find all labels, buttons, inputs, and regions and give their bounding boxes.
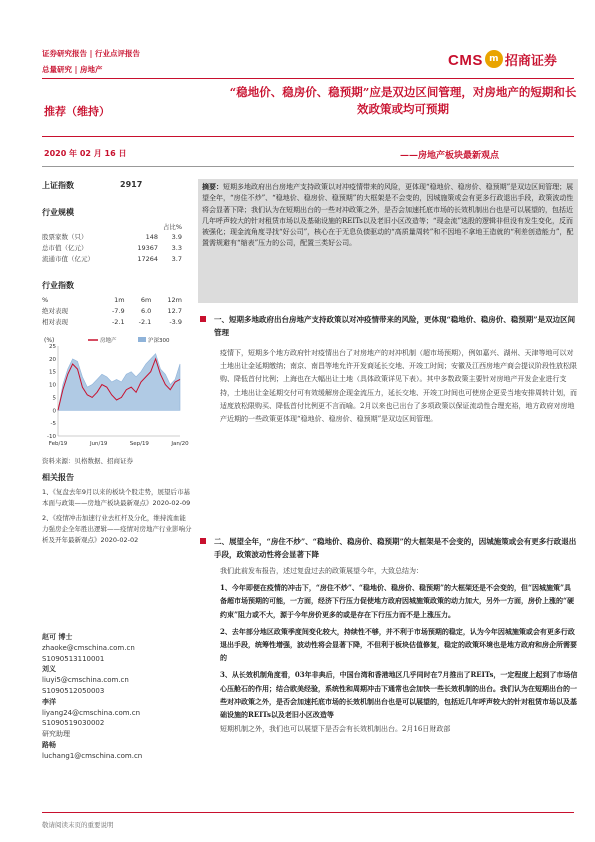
logo-text: CMS xyxy=(448,52,483,69)
perf-value: -2.1 xyxy=(138,317,152,326)
series-area-hs300 xyxy=(58,354,180,411)
footer-note: 敬请阅读末页的重要说明 xyxy=(42,821,114,829)
scale-label: 流通市值（亿元） xyxy=(42,255,94,263)
perf-header: 1m xyxy=(114,296,125,304)
y-tick-label: 25 xyxy=(49,344,56,350)
logo xyxy=(448,50,568,72)
legend-label-realestate: 房地产 xyxy=(100,338,117,344)
index-row xyxy=(42,180,192,191)
header-divider xyxy=(42,78,574,79)
related-item[interactable]: 1、《复盘去年9月以来的板块个股走势，展望后市基本面与政策——房地产板块最新观点》2020-02-09 xyxy=(42,488,191,507)
perf-label: 相对表现 xyxy=(42,318,68,326)
perf-label: 绝对表现 xyxy=(42,307,68,315)
analyst-email[interactable]: liyang24@cmschina.com.cn xyxy=(42,708,141,717)
point-1-body: 疫情下，短期多个地方政府针对疫情出台了对房地产的对冲机制（超市场预期），例如嘉兴、湖州、天津等地可以对土地出让金延期缴纳；南京、南昌等地允许开发商延长交地、开竣工时间；安徽及江西房地产商会提议阶段性放松限购、降低首付比例；上海也在大幅出让土地（具体政策详见下表）。其中多数政策主要针对房地产开发企业进行支持，土地出让金延期交付可有效缓解房企现金流压力，延长交地、开竣工时间也可使房企更妥当地安排周转计划，而适度放松限购买、降低首付比例更不言而喻。2月以来也已出台了多项政策以保证流动性合理充裕，地方政府对房地产近期的一些政策更体现“稳地价、稳房价、稳预期”是双边区间管理。 xyxy=(220,349,577,424)
point-1-title: 一、短期多地政府出台房地产支持政策以对冲疫情带来的风险，更体现“稳地价、稳房价、稳预期”是双边区间管理 xyxy=(214,315,576,337)
scale-label: 股票家数（只） xyxy=(42,233,88,241)
analyst-name: 赵可 博士 xyxy=(42,633,73,641)
analyst-id: S1090519030002 xyxy=(42,719,105,728)
performance-chart-svg xyxy=(42,334,192,452)
industry-perf xyxy=(42,280,192,327)
table-row xyxy=(42,295,182,305)
point-2-list xyxy=(200,581,578,721)
perf-header: 6m xyxy=(140,296,152,304)
analyst-name: 李洋 xyxy=(42,697,56,706)
analyst-email[interactable]: luchang1@cmschina.com.cn xyxy=(42,751,143,760)
industry-scale-table xyxy=(42,231,182,264)
perf-value: -7.9 xyxy=(111,306,125,315)
scale-pct: 3.7 xyxy=(171,254,182,263)
legend-label-hs300: 沪深300 xyxy=(148,338,170,344)
analyst-email[interactable]: zhaoke@cmschina.com.cn xyxy=(42,643,135,652)
rating: 推荐（维持） xyxy=(44,105,110,118)
x-tick-label: Jun/19 xyxy=(89,441,108,447)
point-2 xyxy=(200,535,578,736)
industry-scale xyxy=(42,207,192,264)
scale-value: 17264 xyxy=(137,254,158,263)
footer-divider xyxy=(42,812,574,813)
analyst-role: 研究助理 xyxy=(42,730,70,739)
scale-value: 148 xyxy=(145,232,158,241)
list-item: 3、从长效机制角度看，03年非典后，中国台湾和香港地区几乎同时在7月推出了REITs，一定程度上起到了市场信心压舱石的作用；结合欧美经验，系统性和周期冲击下通常也会加快一些长效机制的出台。我们认为在短期出台的一些对冲政策之外，是否会加速托底市场的长效机制出台也是可以展望的，包括近几年呼声较大的针对租赁市场以及基础设施的REITs以及老旧小区改造等 xyxy=(220,670,578,720)
index-label: 上证指数 xyxy=(42,181,74,190)
scale-pct: 3.9 xyxy=(171,232,182,241)
point-1-heading xyxy=(200,313,578,339)
related-reports xyxy=(42,472,192,546)
chart-source: 资料来源：贝格数据、招商证券 xyxy=(42,457,133,465)
abstract-text: 短期多地政府出台房地产支持政策以对冲疫情带来的风险，更体现“稳地价、稳房价、稳预期”是双边区间管理；展望全年，“房住不炒”、“稳地价、稳房价、稳预期”的大框架是不会变的，因城施策或会有更多行政退出手段，政策波动性将会显著下降；我们认为在短期出台的一些对冲政策之外，是否会加速托底市场的长效机制出台也是可以展望的，包括近几年呼声较大的针对租赁市场以及基础设施的REITs以及老旧小区改造等；“现金流”选股的逻辑非但没有发生变化，反而被强化；现金流角度寻找“好公司”，核心在于无息负债驱动的“高质量周转”和不因地不拿地王造就的“利差创造能力”，配置需规避有“缩表”压力的公司，配置三类好公司。 xyxy=(202,183,574,248)
index-value: 2917 xyxy=(120,180,143,189)
perf-header: 12m xyxy=(167,296,182,304)
list-item: 1、今年即便在疫情的冲击下，“房住不炒”、“稳地价、稳房价、稳预期”的大框架还是不会变的，但“因城施策”具备超市场预期的可能，一方面，经济下行压力促使地方政府因城施策政策的动力加大，另外一方面，房价上涨的“硬约束”阻力或不大，源于今年房价更多的或是存在下行压力而不是上涨压力。 xyxy=(220,583,575,619)
table-row xyxy=(42,305,182,316)
related-title: 相关报告 xyxy=(42,473,74,482)
perf-value: -3.9 xyxy=(169,317,182,326)
report-date: 2020 年 02 月 16 日 xyxy=(44,149,127,158)
point-2-title: 二、展望全年，“房住不炒”、“稳地价、稳房价、稳预期”的大框架是不会变的，因城施策或会有更多行政退出手段，政策波动性将会显著下降 xyxy=(214,537,577,559)
perf-value: -2.1 xyxy=(111,317,125,326)
table-row xyxy=(42,253,182,264)
analyst-name: 刘义 xyxy=(42,665,56,674)
abstract-lead: 摘要： xyxy=(202,182,223,191)
chart-ylabel: (%) xyxy=(44,337,55,344)
point-2-body: 我们此前发布报告，述过复盘过去的政策展望今年，大致总结为： xyxy=(220,567,423,575)
title-divider xyxy=(42,136,574,137)
bullet-icon xyxy=(200,316,206,322)
y-tick-label: 5 xyxy=(52,395,56,402)
y-tick-label: -5 xyxy=(50,421,56,428)
table-row xyxy=(42,242,182,253)
y-tick-label: 15 xyxy=(49,369,56,376)
related-item[interactable]: 2、《疫情冲击加速行业去杠杆及分化，维持流血能力强房企全年胜出逻辑——疫情对房地产行业影响分析及开年最新观点》2020-02-02 xyxy=(42,514,192,544)
scale-value: 19367 xyxy=(137,243,158,252)
point-2-heading xyxy=(200,535,578,561)
report-title: “稳地价、稳房价、稳预期”应是双边区间管理，对房地产的短期和长效政策或均可预期 xyxy=(229,85,577,116)
x-tick-label: Sep/19 xyxy=(129,441,149,447)
analyst-id: S1090512050003 xyxy=(42,686,105,695)
date-divider xyxy=(42,166,574,167)
x-tick-label: Feb/19 xyxy=(48,441,68,447)
perf-value: 12.7 xyxy=(167,306,182,315)
analyst-email[interactable]: liuyi5@cmschina.com.cn xyxy=(42,676,129,685)
y-tick-label: 20 xyxy=(49,356,56,363)
industry-scale-title: 行业规模 xyxy=(42,208,74,217)
abstract-box xyxy=(198,179,578,303)
header-line-2: 总量研究 | 房地产 xyxy=(42,65,103,74)
bullet-icon xyxy=(200,538,206,544)
table-row xyxy=(42,316,182,327)
industry-scale-col-header: 占比% xyxy=(162,223,182,231)
logo-cn-text: 招商证券 xyxy=(504,54,557,69)
point-1 xyxy=(200,313,578,426)
perf-header: % xyxy=(42,296,49,304)
perf-value: 6.0 xyxy=(140,306,152,315)
industry-perf-title: 行业指数 xyxy=(42,281,74,290)
y-tick-label: 0 xyxy=(52,408,56,415)
x-tick-label: Jan/20 xyxy=(171,441,189,447)
industry-perf-table xyxy=(42,295,182,327)
scale-label: 总市值（亿元） xyxy=(42,244,88,252)
legend-swatch-hs300 xyxy=(138,337,146,342)
performance-chart xyxy=(42,334,192,454)
table-row xyxy=(42,231,182,242)
analyst-name: 路畅 xyxy=(42,740,56,749)
y-tick-label: -10 xyxy=(47,434,56,440)
analyst-id: S1090513110001 xyxy=(42,654,105,663)
scale-pct: 3.3 xyxy=(171,243,182,252)
y-tick-label: 10 xyxy=(49,382,56,389)
analysts xyxy=(42,632,192,762)
logo-mark-icon: m xyxy=(485,50,503,68)
list-item: 2、去年部分地区政策季度间变化较大，持续性不够，并不利于市场预期的稳定，认为今年因城施策或会有更多行政退出手段，统筹性增强，波动性将会显著下降，不但利于板块估值修复，稳定的政策环境也是地方政府和房企所需要的 xyxy=(220,626,577,663)
report-subtitle: ——房地产板块最新观点 xyxy=(400,151,500,161)
tail-text: 短期机制之外，我们也可以展望下是否会有长效机制出台。2月16日财政部 xyxy=(220,725,451,734)
header-line-1: 证券研究报告 | 行业点评报告 xyxy=(42,49,140,58)
